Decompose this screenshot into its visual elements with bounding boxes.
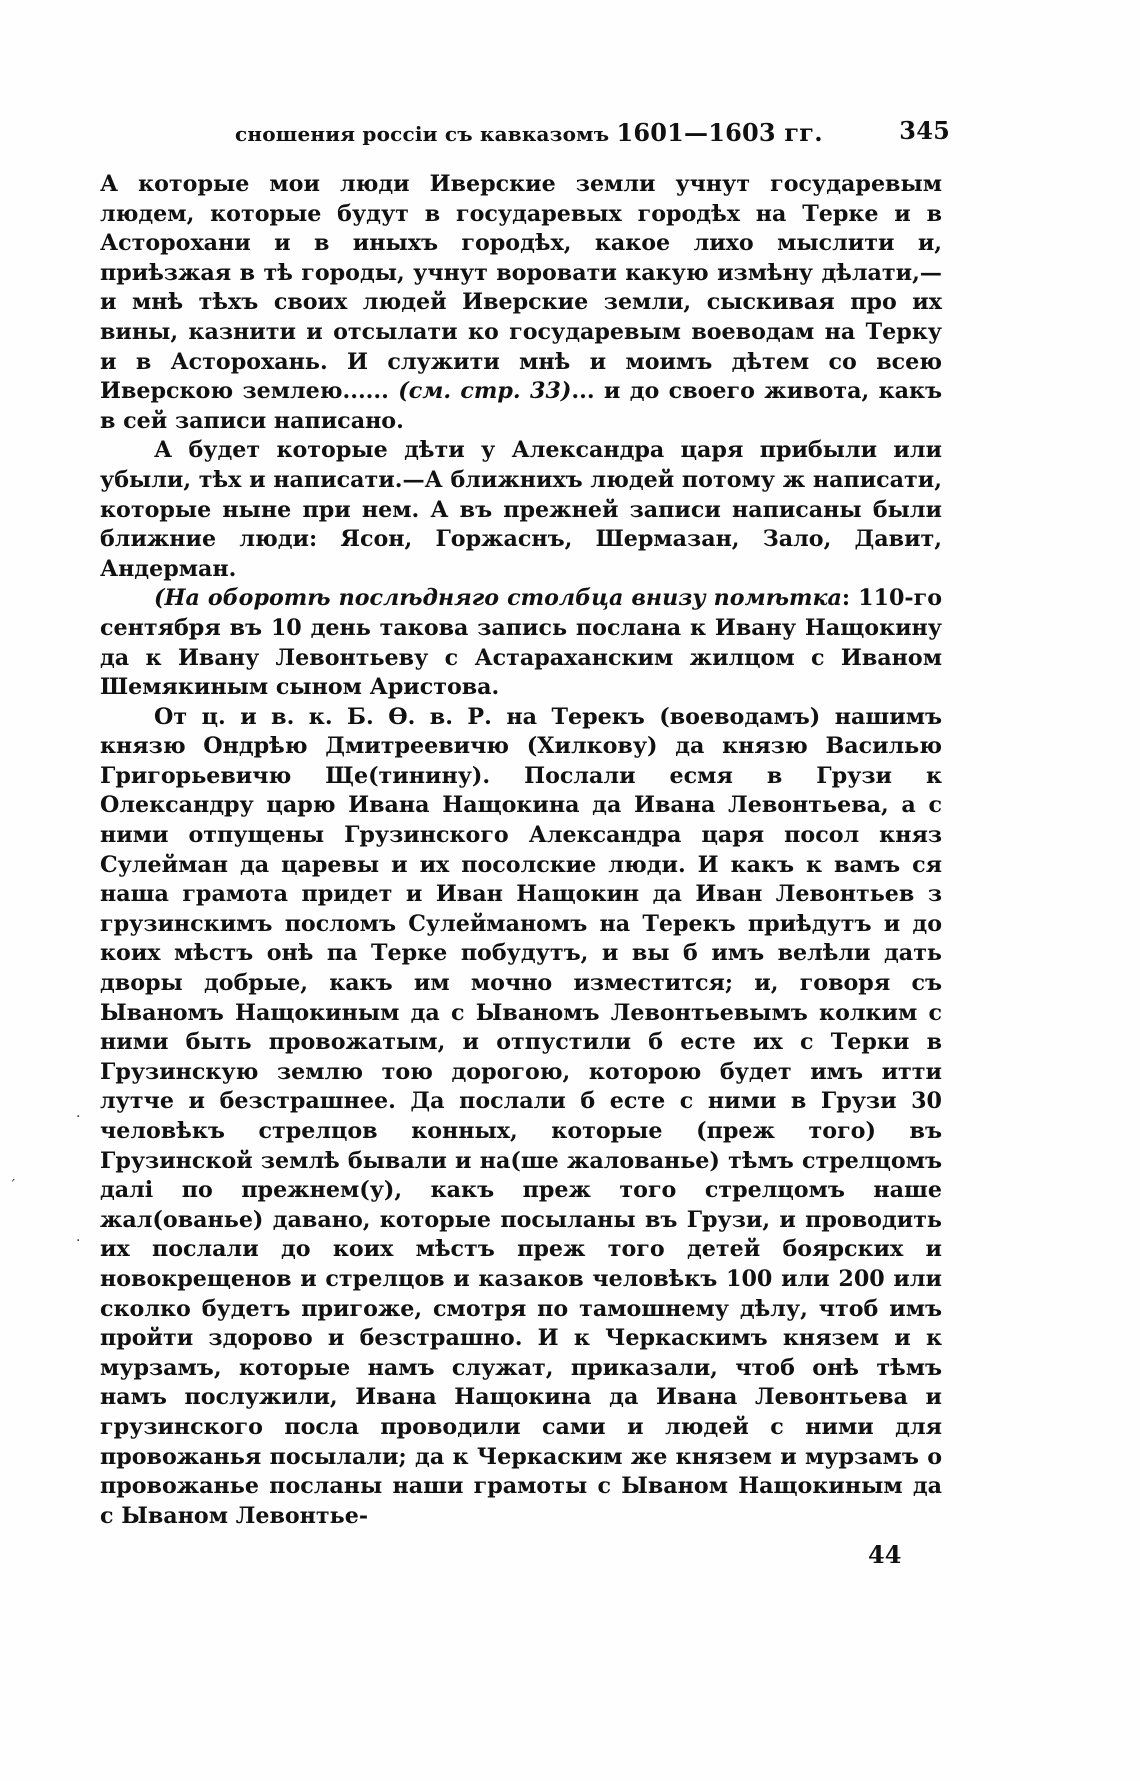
running-title-years: 1601—1603 гг. [616, 118, 823, 147]
running-title [235, 118, 823, 147]
paragraph-1-text: А которые мои люди Иверские земли учнут государевым людем, которые будут в государевых городѣх на Терке и в Асторохани и в иныхъ городѣх, какое лихо мыслити и, приѣзжая в тѣ городы, учнут воровати какую измѣну дѣлати,—и мнѣ тѣхъ своих людей Иверские земли, сыскивая про их вины, казнити и отсылати ко государевым воеводам на Терку и в Асторохань. И служити мнѣ и моимъ дѣтем со всею Иверскою землею...... [100, 171, 942, 405]
paragraph-3-text: : 110-го сентября въ 10 день такова запись послана к Ивану Нащокину да к Ивану Левонтьеву с Астараханским жилцом с Иваном Шемякиным сыном Аристова. [100, 585, 942, 701]
running-title-prefix: сношения россіи съ кавказомъ [235, 122, 610, 146]
margin-mark: · [76, 1233, 81, 1249]
paragraph-2: А будет которые дѣти у Александра царя прибыли или убыли, тѣх и написати.—А ближниxъ людей потому ж написати, которые ныне при нем. А въ прежней записи написаны были ближние люди: Ясон, Горжаснъ, Шермазан, Зало, Давит, Андерман. [100, 437, 942, 582]
printer-signature: 44 [868, 1540, 902, 1569]
paragraph-4: От ц. и в. к. Б. Ѳ. в. Р. на Терекъ (воеводамъ) нашимъ князю Ондрѣю Дмитреевичю (Хилкову) да князю Василью Григорьевичю Ще(тинину). Послали есмя в Грузи к Олександру царю Ивана Нащокина да Ивана Левонтьева, а с ними отпущены Грузинского Александра царя посол княз Сулейман да царевы и их посолские люди. И какъ к вамъ ся наша грамота придет и Иван Нащокин да Иван Левонтьев з грузинскимъ посломъ Сулейманомъ на Терекъ приѣдутъ и до коих мѣстъ онѣ па Терке побудутъ, и вы б имъ велѣли дать дворы добрые, какъ им мочно изместится; и, говоря съ Ываномъ Нащокиным да с Ываномъ Левонтьевымъ колким с ними быть провожатым, и отпустили б есте их с Терки в Грузинскую землю тою дорогою, которою будет имъ итти лутче и безстрашнее. Да послали б есте с ними в Грузи 30 человѣкъ стрелцов конных, которые (преж того) въ Грузинской землѣ бывали и на(ше жалованье) тѣмъ стрелцомъ далі по прежнем(у), какъ преж того стрелцомъ наше жал(ованье) давано, которые посыланы въ Грузи, и проводить их послали до коих мѣстъ преж того детей боярских и новокрещенов и стрелцов и казаков человѣкъ 100 или 200 или сколко будетъ пригоже, смотря по тамошнему дѣлу, чтоб имъ пройти здорово и безстрашно. И к Черкаскимъ князем и к мурзамъ, которые намъ служат, приказали, чтоб онѣ тѣмъ намъ послужили, Ивана Нащокина да Ивана Левонтьева и грузинского посла проводили сами и людей с ними для провожанья посылали; да к Черкаским же князем и мурзамъ о провожанье посланы наши грамоты с Ываном Нащокиным да с Ываном Левонтье- [100, 703, 942, 1529]
margin-mark: ˊ [9, 1178, 16, 1194]
paragraph-1-reference: (см. стр. 33) [398, 378, 572, 405]
paragraph-3-note-lead: (На оборотѣ послѣдняго столбца внизу помѣтка [154, 585, 842, 612]
paragraph-1 [100, 170, 942, 436]
margin-mark: · [76, 1109, 81, 1125]
paragraph-1-tail: ... и до своего живота, какъ в сей записи написано. [100, 378, 943, 434]
paragraph-3 [100, 584, 942, 702]
page-header [100, 112, 950, 148]
page-body [100, 170, 942, 1531]
page-number: 345 [899, 116, 950, 145]
